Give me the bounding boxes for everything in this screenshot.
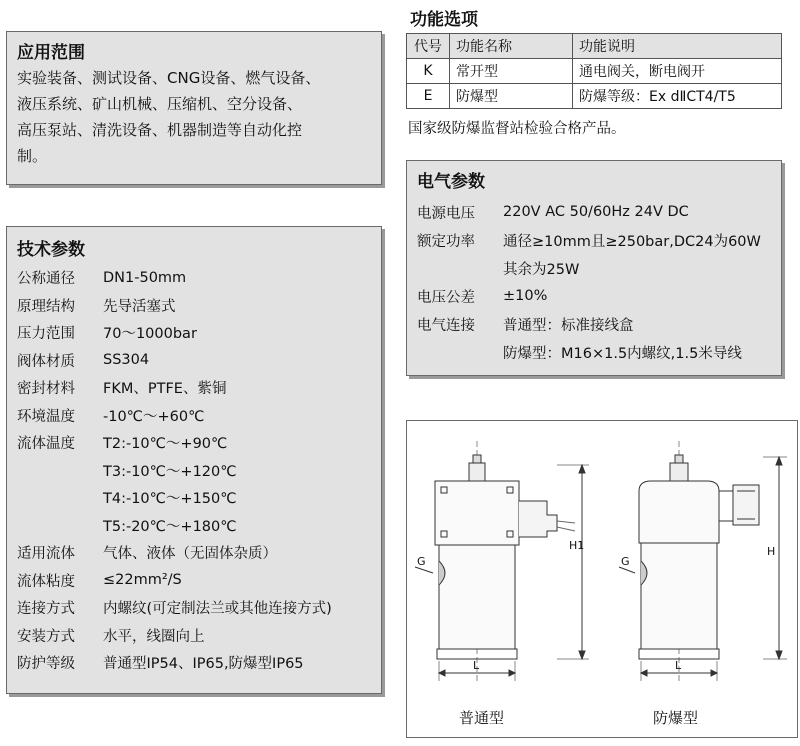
function-name: 防爆型 [450,84,573,109]
param-value: 内螺纹(可定制法兰或其他连接方式) [103,601,332,618]
electrical-table [417,198,761,366]
param-value: 220V AC 50/60Hz 24V DC [503,204,689,220]
param-label [417,254,503,282]
param-value: DN1-50mm [103,269,187,286]
electrical-row [417,310,761,338]
param-value: T2:-10℃～+90℃ [103,436,228,453]
param-label: 电气连接 [417,317,475,334]
param-value: 普通型：标准接线盒 [503,317,634,334]
dimension-diagram [406,420,798,738]
param-value: T5:-20℃～+180℃ [103,518,237,535]
param-label: 原理结构 [17,298,75,315]
param-value: T3:-10℃～+120℃ [103,463,237,480]
param-label [17,484,103,512]
technical-panel [6,226,382,694]
param-value: ±10% [503,288,548,304]
param-label: 流体粘度 [17,573,75,590]
param-value: -10℃～+60℃ [103,408,205,425]
application-title: 应用范围 [17,43,85,63]
electrical-row [417,254,761,282]
function-desc: 防爆等级：Ex dⅡCT4/T5 [573,84,782,109]
param-value: SS304 [103,352,150,369]
application-line: 实验装备、测试设备、CNG设备、燃气设备、 [17,69,321,87]
param-label [417,338,503,366]
param-value: 水平，线圈向上 [103,628,205,645]
port-g-label-normal: G [417,555,426,568]
technical-row [17,292,332,320]
param-label: 环境温度 [17,408,75,425]
technical-title: 技术参数 [17,240,85,260]
electrical-row [417,338,761,366]
function-name: 常开型 [450,59,573,84]
param-value: 普通型IP54、IP65,防爆型IP65 [103,656,304,673]
functions-row [407,59,782,84]
param-value: 气体、液体（无固体杂质） [103,546,277,563]
param-value: 通径≥10mm且≥250bar,DC24为60W [503,233,761,250]
dim-l-label-explosion: L [675,659,682,672]
param-label: 密封材料 [17,381,75,398]
param-label [17,512,103,540]
param-label: 防护等级 [17,656,75,673]
electrical-panel [406,160,782,376]
param-label: 连接方式 [17,601,75,618]
param-value: FKM、PTFE、紫铜 [103,381,227,398]
param-value: 70～1000bar [103,326,197,343]
functions-row [407,84,782,109]
function-code: E [407,84,450,109]
technical-row [17,374,332,402]
param-label: 流体温度 [17,436,75,453]
functions-note: 国家级防爆监督站检验合格产品。 [408,121,626,137]
technical-row [17,429,332,457]
technical-row [17,264,332,292]
functions-header-desc: 功能说明 [573,34,782,59]
param-value: 先导活塞式 [103,298,176,315]
electrical-title: 电气参数 [417,172,485,192]
functions-table [406,33,782,109]
electrical-row [417,226,761,254]
explosion-type-label: 防爆型 [653,709,699,727]
technical-row [17,457,332,485]
param-label: 电压公差 [417,289,475,306]
technical-row [17,594,332,622]
param-label: 压力范围 [17,326,75,343]
electrical-row [417,198,761,226]
param-value: T4:-10℃～+150℃ [103,491,237,508]
application-line: 液压系统、矿山机械、压缩机、空分设备、 [17,95,303,113]
technical-row [17,622,332,650]
valve-drawings [407,421,797,737]
technical-row [17,649,332,677]
param-label: 安装方式 [17,628,75,645]
param-label: 适用流体 [17,546,75,563]
param-value: 防爆型：M16×1.5内螺纹,1.5米导线 [503,345,742,362]
param-label [17,457,103,485]
technical-row [17,319,332,347]
param-label: 电源电压 [417,205,475,222]
functions-header-row [407,34,782,59]
application-line: 制。 [17,147,48,165]
explosion-valve-drawing [619,441,787,681]
dim-l-label-normal: L [473,659,480,672]
technical-row [17,347,332,375]
technical-row [17,402,332,430]
application-line: 高压泵站、清洗设备、机器制造等自动化控 [17,121,303,139]
param-value: 其余为25W [503,261,580,278]
functions-header-code: 代号 [407,34,450,59]
functions-header-name: 功能名称 [450,34,573,59]
technical-table [17,264,332,677]
technical-row [17,567,332,595]
normal-type-label: 普通型 [459,709,505,727]
normal-valve-drawing [415,441,589,681]
param-label: 额定功率 [417,233,475,250]
param-label: 公称通径 [17,271,75,288]
functions-title: 功能选项 [410,10,478,30]
application-text [17,65,371,169]
electrical-row [417,282,761,310]
dim-h-label: H [767,545,776,558]
technical-row [17,484,332,512]
function-desc: 通电阀关，断电阀开 [573,59,782,84]
port-g-label-explosion: G [621,555,630,568]
technical-row [17,512,332,540]
param-label: 阀体材质 [17,353,75,370]
function-code: K [407,59,450,84]
param-value: ≤22mm²/S [103,572,182,589]
dim-h1-label: H1 [569,539,585,552]
technical-row [17,539,332,567]
application-panel [6,31,382,185]
